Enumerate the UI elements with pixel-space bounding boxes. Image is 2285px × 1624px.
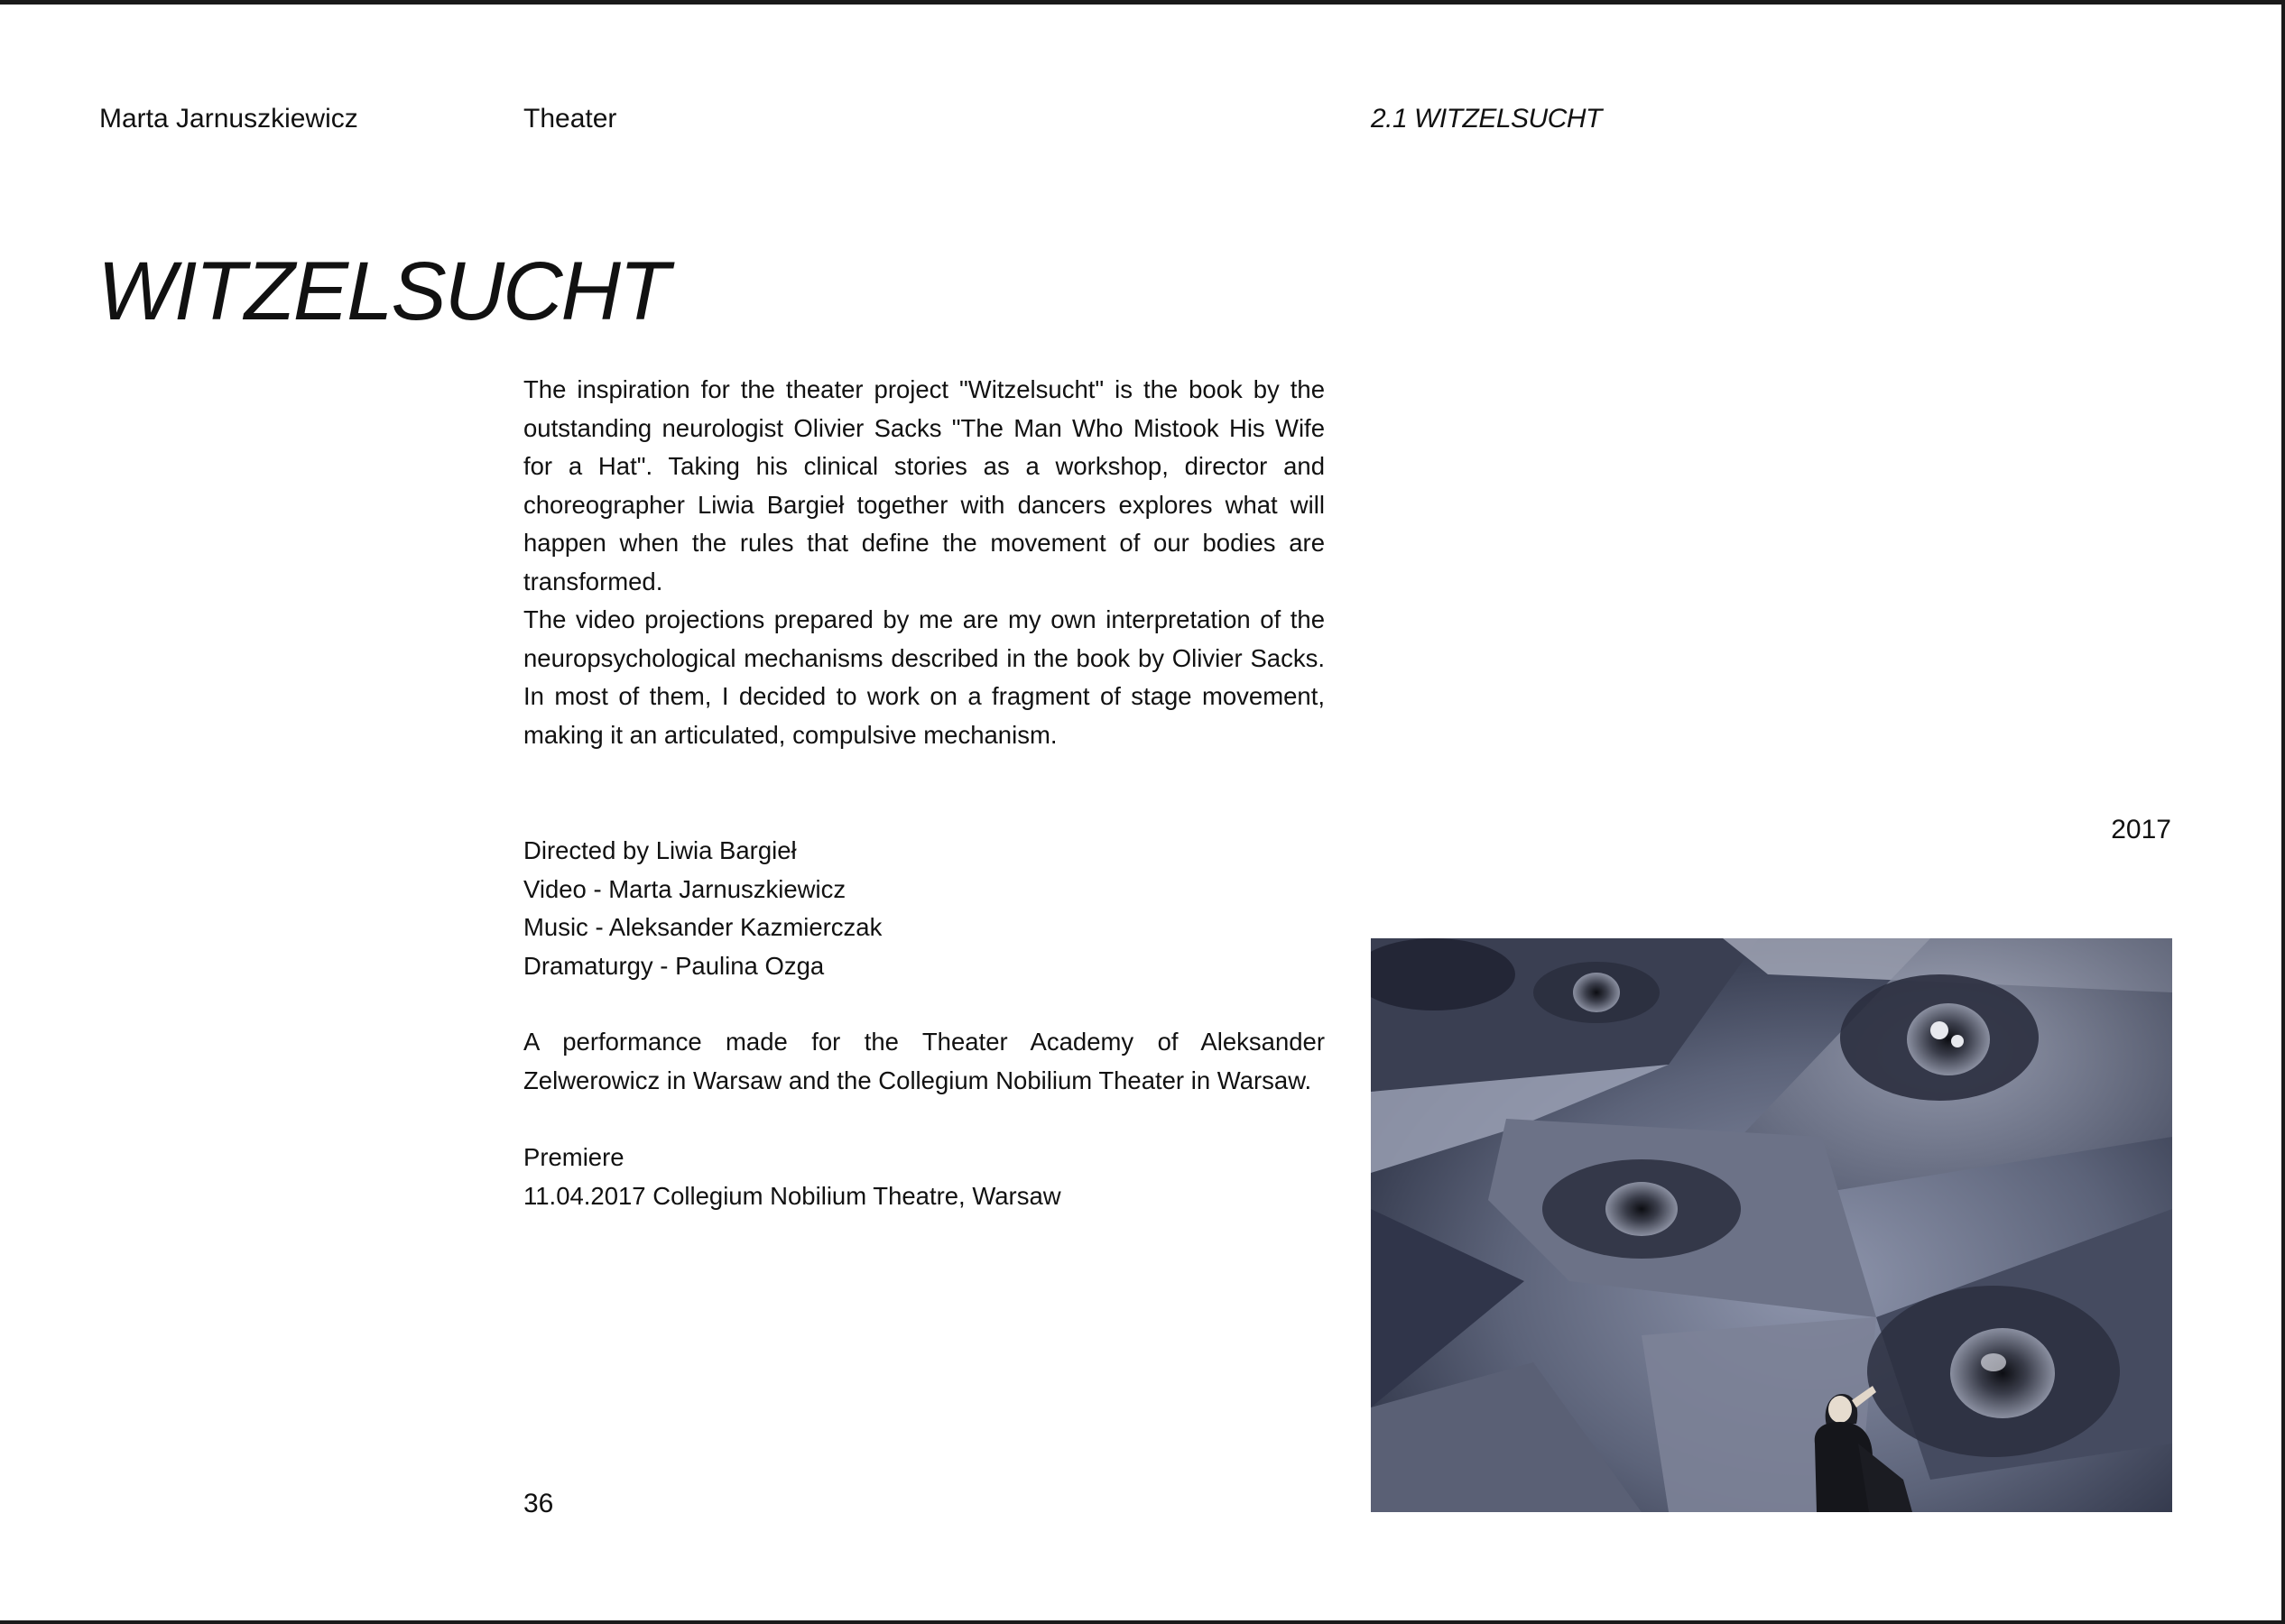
body-paragraph: The inspiration for the theater project "Witzelsucht" is the book by the outstanding neurologist Olivier Sacks "The Man Who Mistook His Wife for a Hat". Taking his clinical stories as a workshop, director and choreographer Liwia Bargieł together with dancers explores what will happen when the rules that define the movement of our bodies are transformed. xyxy=(523,375,1325,595)
stage-photo xyxy=(1371,938,2172,1512)
page-number: 36 xyxy=(523,1489,554,1518)
body-paragraph: The video projections prepared by me are my own interpretation of the neuropsychological mechanisms described in the book by Olivier Sacks. In most of them, I decided to work on a fragment of stage movement, making it an articulated, compulsive mechanism. xyxy=(523,605,1325,749)
credit-dramaturgy: Dramaturgy - Paulina Ozga xyxy=(523,951,825,980)
premiere-block xyxy=(523,1139,1325,1215)
credits-list xyxy=(523,832,1325,985)
credit-music: Music - Aleksander Kazmierczak xyxy=(523,913,883,942)
credit-video: Video - Marta Jarnuszkiewicz xyxy=(523,874,846,903)
header-section: Theater xyxy=(523,104,617,134)
year-label: 2017 xyxy=(2111,815,2171,844)
page-title: WITZELSUCHT xyxy=(97,245,669,337)
page-border-bottom xyxy=(0,1620,2285,1624)
header-chapter: 2.1 WITZELSUCHT xyxy=(1371,104,1602,134)
credit-director: Directed by Liwia Bargieł xyxy=(523,836,797,864)
performance-note: A performance made for the Theater Academy of Aleksander Zelwerowicz in Warsaw and the Collegium Nobilium Theater in Warsaw. xyxy=(523,1028,1325,1094)
header-author: Marta Jarnuszkiewicz xyxy=(99,104,358,134)
premiere-label: Premiere xyxy=(523,1143,624,1171)
page-border-top xyxy=(0,0,2285,5)
premiere-details: 11.04.2017 Collegium Nobilium Theatre, Warsaw xyxy=(523,1181,1061,1210)
page-border-right xyxy=(2281,0,2285,1624)
